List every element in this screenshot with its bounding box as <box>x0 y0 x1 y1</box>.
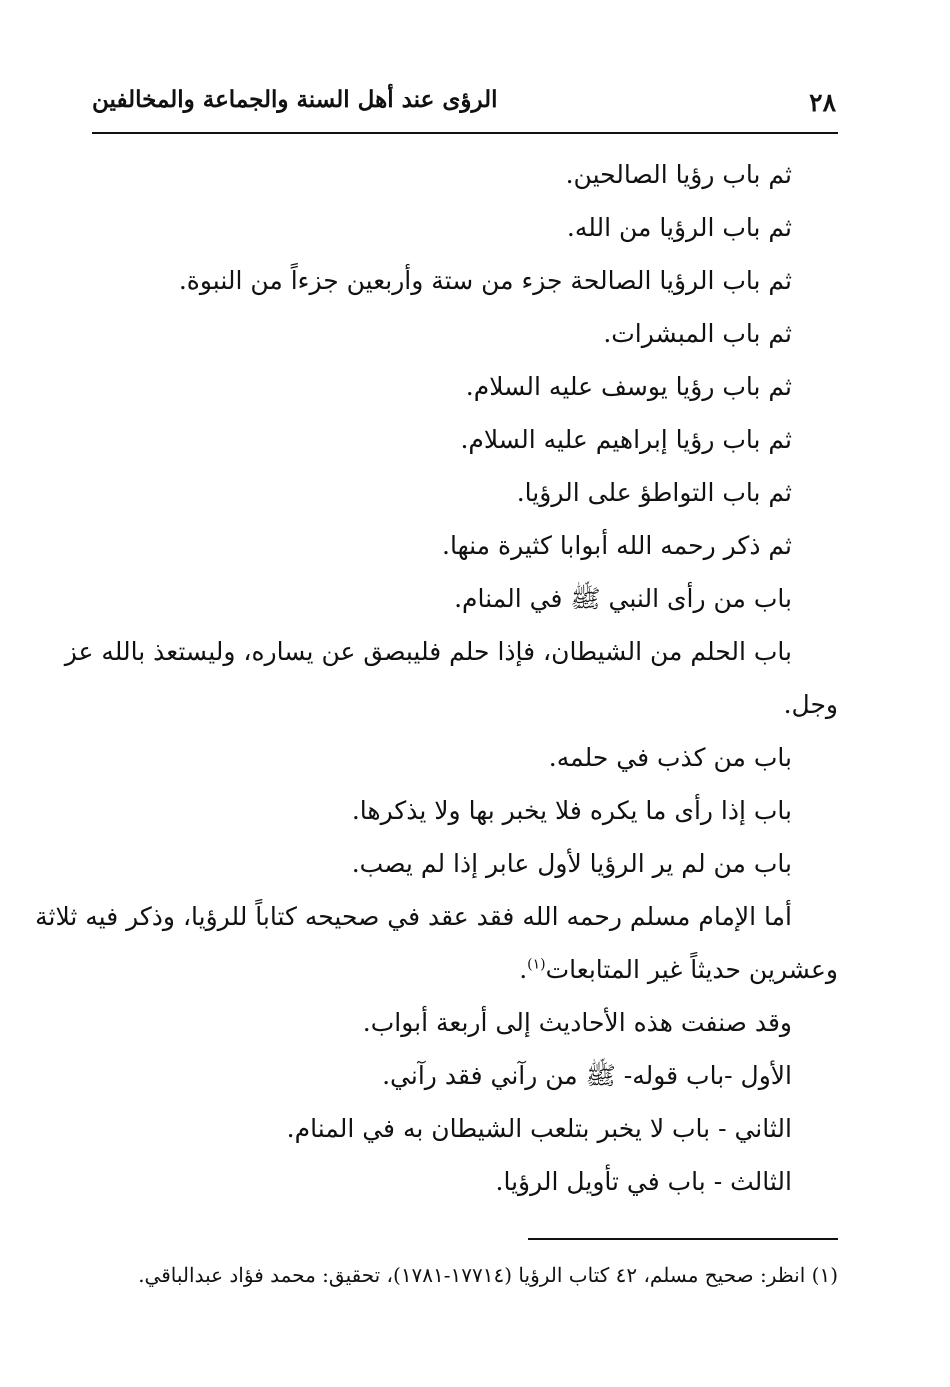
footnote-reference[interactable]: (١) <box>527 956 546 973</box>
paragraph-line: باب من لم ير الرؤيا لأول عابر إذا لم يصب. <box>351 849 792 878</box>
paragraph-line: ثم باب المبشرات. <box>603 319 792 348</box>
header-divider <box>92 132 838 134</box>
paragraph-line: ثم ذكر رحمه الله أبوابا كثيرة منها. <box>442 531 792 560</box>
paragraph-line: ثم باب رؤيا إبراهيم عليه السلام. <box>460 425 792 454</box>
paragraph-line: باب من رأى النبي ﷺ في المنام. <box>454 584 792 613</box>
paragraph-line: ثم باب الرؤيا من الله. <box>566 213 792 242</box>
body-text <box>35 148 838 1208</box>
page-number: ٢٨ <box>809 88 836 117</box>
paragraph-line: ثم باب رؤيا يوسف عليه السلام. <box>465 372 792 401</box>
paragraph-text: وعشرين حديثاً غير المتابعات <box>545 955 838 984</box>
paragraph-line: وقد صنفت هذه الأحاديث إلى أربعة أبواب. <box>362 1008 792 1037</box>
running-title: الرؤى عند أهل السنة والجماعة والمخالفين <box>92 86 498 113</box>
paragraph-line: باب الحلم من الشيطان، فإذا حلم فليبصق عن يساره، وليستعذ بالله عز <box>64 637 792 666</box>
paragraph-line: أما الإمام مسلم رحمه الله فقد عقد في صحيحه كتاباً للرؤيا، وذكر فيه ثلاثة <box>35 902 792 931</box>
paragraph-line: باب إذا رأى ما يكره فلا يخبر بها ولا يذكرها. <box>351 796 792 825</box>
paragraph-line-with-footnote <box>92 943 838 996</box>
paragraph-line: الأول -باب قوله- ﷺ من رآني فقد رآني. <box>382 1061 792 1090</box>
paragraph-line: ثم باب التواطؤ على الرؤيا. <box>516 478 792 507</box>
paragraph-line: وجل. <box>783 690 838 719</box>
footnote: (١) انظر: صحيح مسلم، ٤٢ كتاب الرؤيا (١٧٧١٤-١٧٨١)، تحقيق: محمد فؤاد عبدالباقي. <box>138 1263 838 1287</box>
paragraph-line: الثاني - باب لا يخبر بتلعب الشيطان به في المنام. <box>286 1114 792 1143</box>
sentence-end: . <box>519 955 528 984</box>
footnote-divider <box>528 1238 838 1240</box>
paragraph-line: ثم باب الرؤيا الصالحة جزء من ستة وأربعين جزءاً من النبوة. <box>178 266 792 295</box>
paragraph-line: الثالث - باب في تأويل الرؤيا. <box>495 1167 792 1196</box>
page-header <box>92 80 838 120</box>
paragraph-line: باب من كذب في حلمه. <box>548 743 792 772</box>
paragraph-line: ثم باب رؤيا الصالحين. <box>565 160 792 189</box>
